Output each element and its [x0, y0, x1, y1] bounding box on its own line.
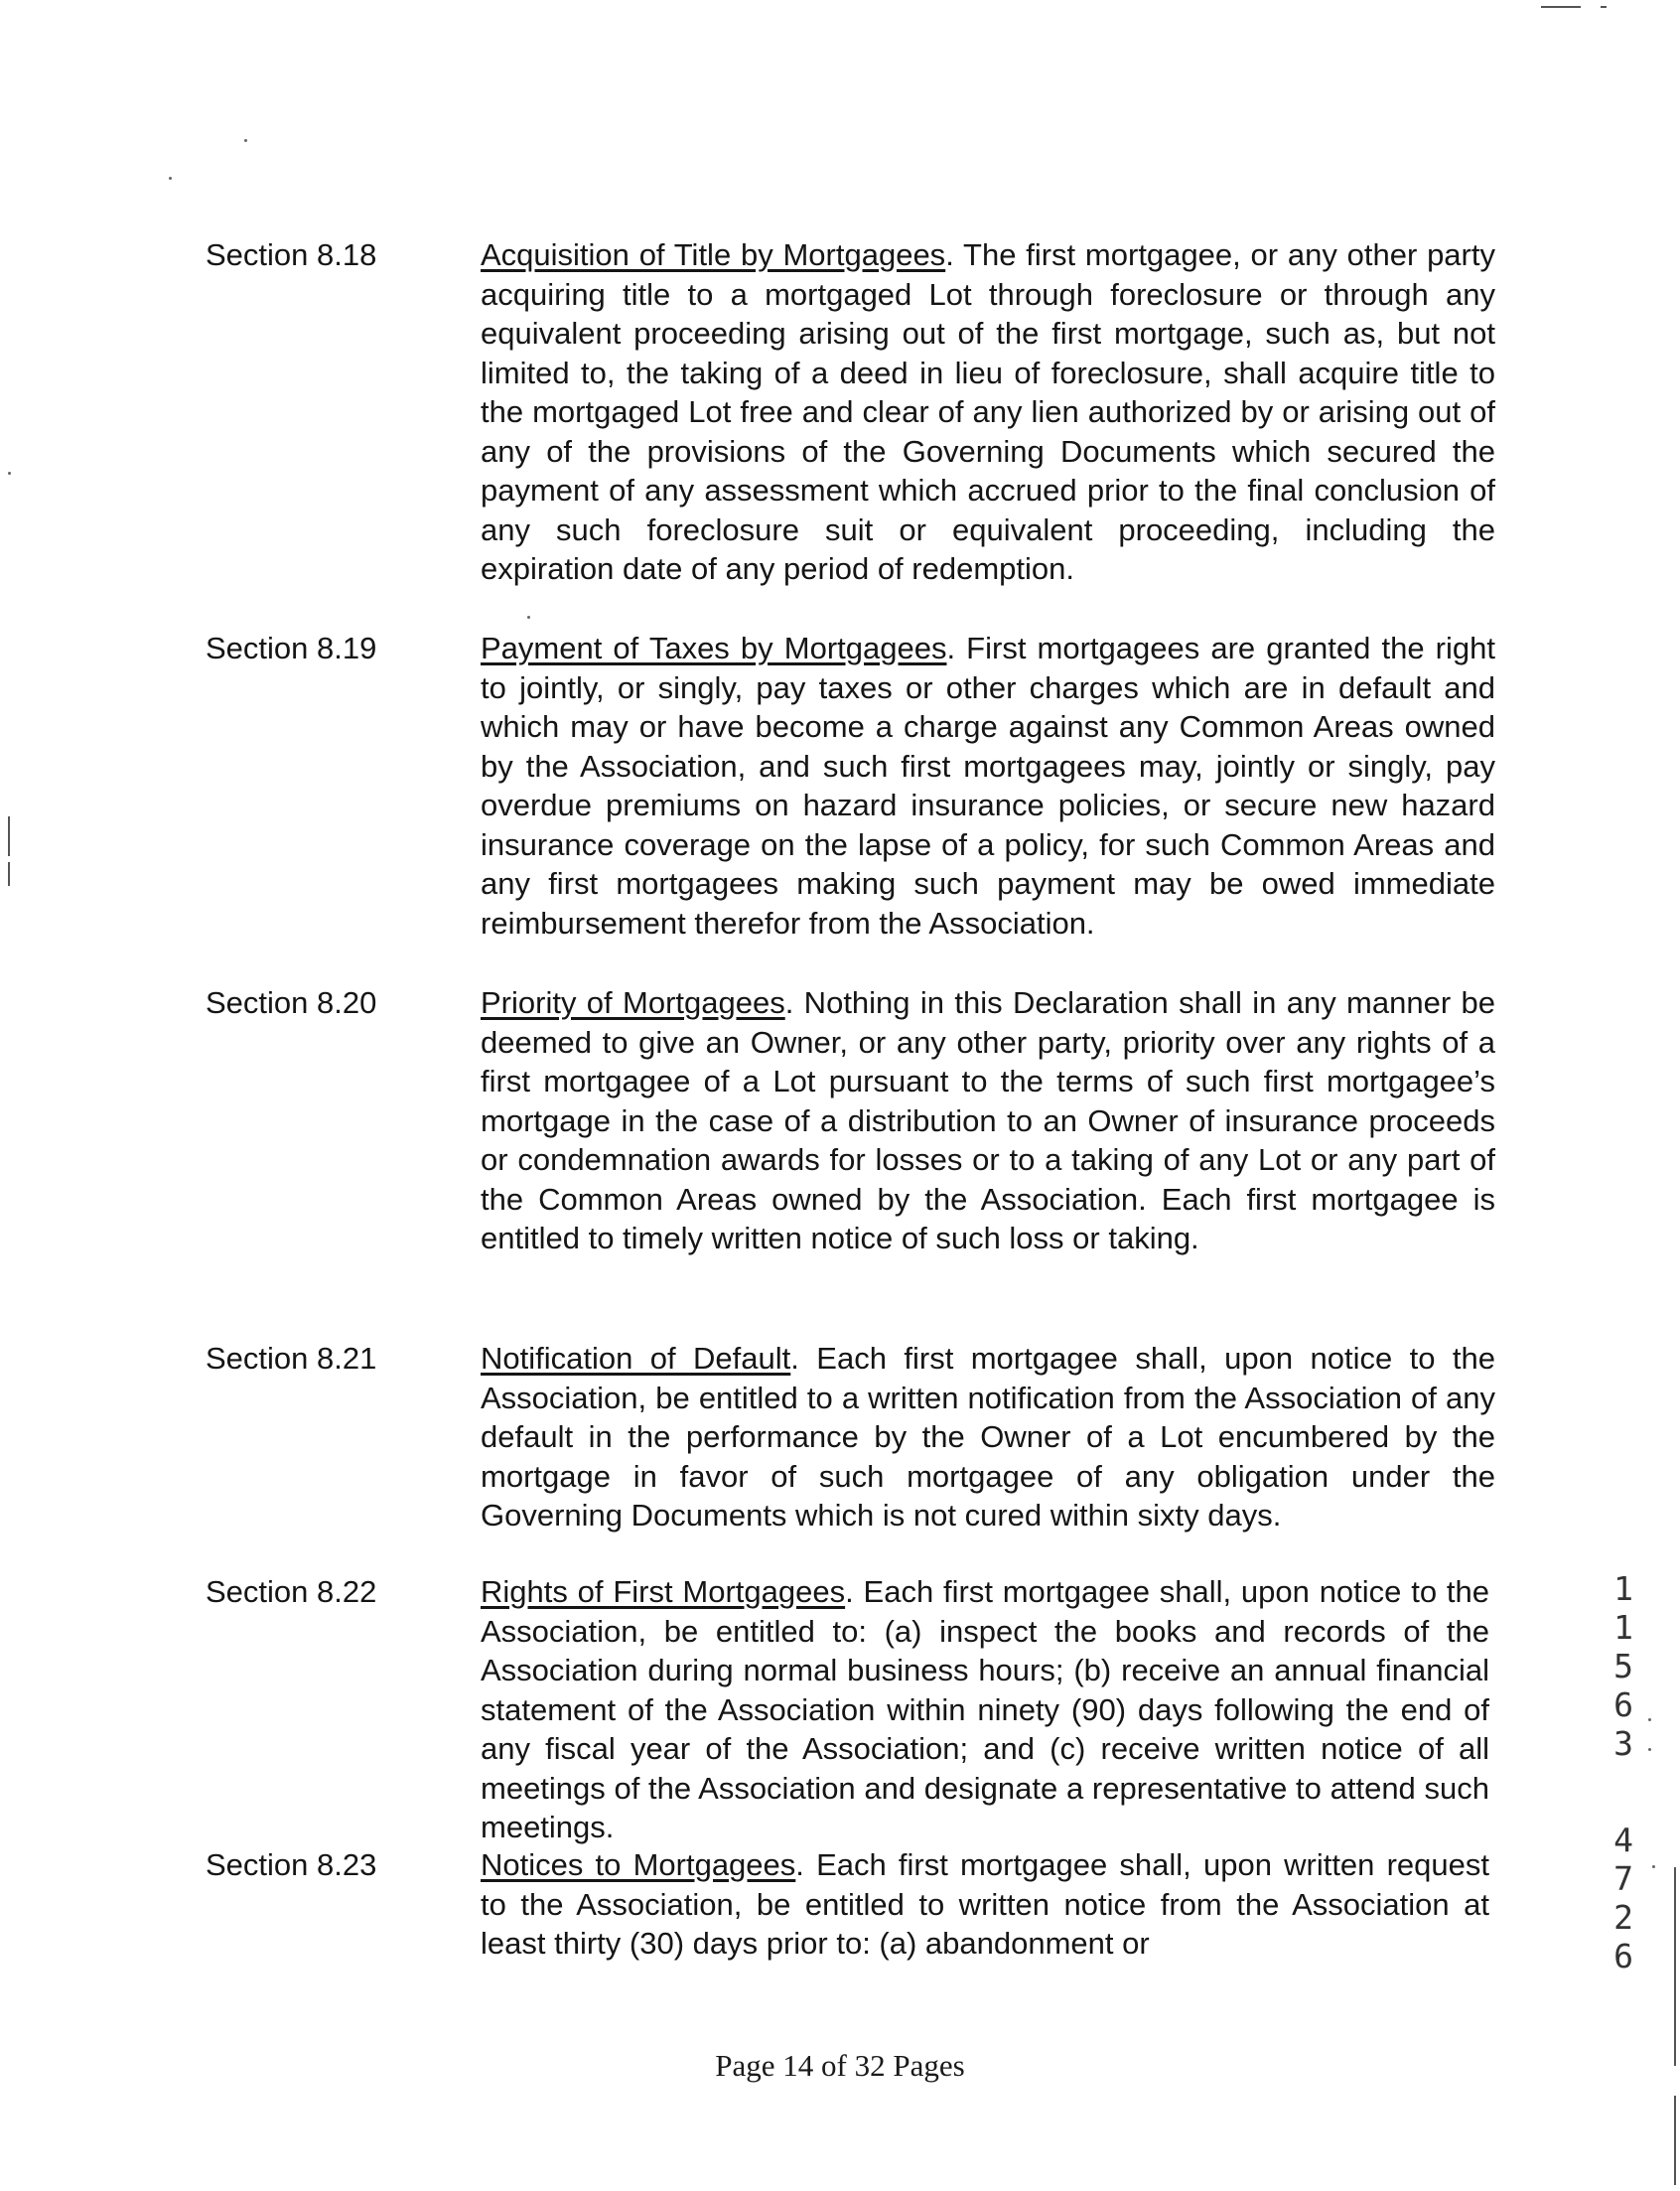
- scan-margin-mark: [8, 862, 10, 886]
- stamp-digit: 1: [1613, 1569, 1633, 1608]
- section-number: Section 8.23: [206, 1847, 377, 1882]
- section-body: [481, 1845, 1489, 1964]
- scan-top-mark: [1601, 6, 1607, 8]
- section-body: [481, 1339, 1495, 1535]
- stamp-digit: 7: [1613, 1859, 1633, 1898]
- section-number: Section 8.19: [206, 631, 377, 665]
- section-body: [481, 235, 1495, 589]
- scan-speck: [1648, 1718, 1651, 1721]
- section-title: Payment of Taxes by Mortgagees: [481, 631, 947, 665]
- section-text: . The first mortgagee, or any other party acquiring title to a mortgaged Lot through foreclosure or through any equivalent proceeding arising out of the first mortgage, such as, but not limited to, the taking of a deed in lieu of foreclosure, shall acquire title to the mortgaged Lot free and clear of any lien authorized by or arising out of any of the provisions of the Governing Documents which secured the payment of any assessment which accrued prior to the final conclusion of any such foreclosure suit or equivalent proceeding, including the expiration date of any period of redemption.: [481, 237, 1495, 586]
- section-body: [481, 1572, 1489, 1847]
- scan-speck: [1648, 1748, 1651, 1751]
- stamp-digit: 5: [1613, 1647, 1633, 1685]
- section-text: . First mortgagees are granted the right to jointly, or singly, pay taxes or other charges which are in default and which may or have become a charge against any Common Areas owned by the Association, and such first mortgagees may, jointly or singly, pay overdue premiums on hazard insurance policies, or secure new hazard insurance coverage on the lapse of a policy, for such Common Areas and any first mortgagees making such payment may be owed immediate reimbursement therefor from the Association.: [481, 631, 1495, 941]
- scan-margin-mark: [8, 816, 10, 856]
- stamp-digit: 4: [1613, 1821, 1633, 1859]
- section-title: Notices to Mortgagees: [481, 1847, 796, 1882]
- scan-speck: [8, 472, 11, 475]
- scan-top-mark: [1541, 6, 1581, 8]
- section-text: . Each first mortgagee shall, upon notice to the Association, be entitled to a written notification from the Association of any default in the performance by the Owner of a Lot encumbered by the mortgage in favor of such mortgagee of any obligation under the Governing Documents which is not cured within sixty days.: [481, 1341, 1495, 1533]
- section-number: Section 8.21: [206, 1341, 377, 1376]
- section-body: [481, 629, 1495, 943]
- section-text: . Each first mortgagee shall, upon written request to the Association, be entitled to written notice from the Association at least thirty (30) days prior to: (a) abandonment or: [481, 1847, 1489, 1961]
- page-footer: Page 14 of 32 Pages: [715, 2048, 965, 2083]
- recording-stamp: [1607, 1569, 1640, 1975]
- stamp-digit: 6: [1613, 1685, 1633, 1724]
- stamp-digit: 1: [1613, 1608, 1633, 1647]
- scan-edge-line: [1674, 1867, 1676, 2066]
- section-title: Notification of Default: [481, 1341, 791, 1376]
- section-title: Priority of Mortgagees: [481, 985, 785, 1020]
- scan-speck: [244, 139, 247, 142]
- scan-speck: [527, 616, 530, 619]
- scan-speck: [169, 177, 172, 180]
- stamp-digit: 2: [1613, 1898, 1633, 1937]
- stamp-digit: 6: [1613, 1937, 1633, 1975]
- section-number: Section 8.20: [206, 985, 377, 1020]
- section-title: Acquisition of Title by Mortgagees: [481, 237, 946, 272]
- section-number: Section 8.18: [206, 237, 377, 272]
- scan-speck: [1652, 1865, 1655, 1868]
- scan-edge-line: [1674, 2096, 1676, 2185]
- section-text: . Each first mortgagee shall, upon notice to the Association, be entitled to: (a) inspect the books and records of the Association during normal business hours; (b) receive an annual financial statement of the Association within ninety (90) days following the end of any fiscal year of the Association; and (c) receive written notice of all meetings of the Association and designate a representative to attend such meetings.: [481, 1574, 1489, 1844]
- section-number: Section 8.22: [206, 1574, 377, 1609]
- stamp-gap: [1607, 1763, 1640, 1821]
- stamp-digit: 3: [1613, 1724, 1633, 1763]
- section-body: [481, 983, 1495, 1258]
- section-text: . Nothing in this Declaration shall in any manner be deemed to give an Owner, or any other party, priority over any rights of a first mortgagee of a Lot pursuant to the terms of such first mortgagee’s mortgage in the case of a distribution to an Owner of insurance proceeds or condemnation awards for losses or to a taking of any Lot or any part of the Common Areas owned by the Association. Each first mortgagee is entitled to timely written notice of such loss or taking.: [481, 985, 1495, 1255]
- section-title: Rights of First Mortgagees: [481, 1574, 846, 1609]
